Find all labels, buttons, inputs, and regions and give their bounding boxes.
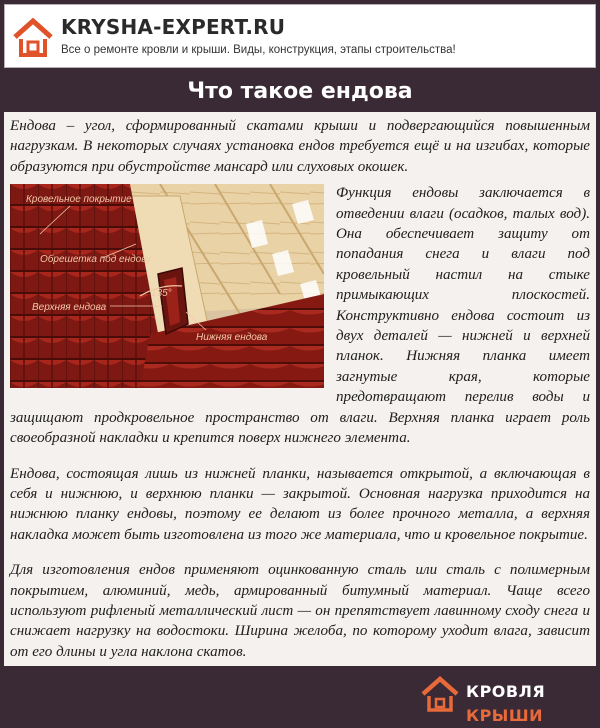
angle-label: 135°	[151, 288, 172, 300]
article-paragraph-3: Ендова, состоящая лишь из нижней планки, называется открытой, а включающая в себя и нижнюю, и верхнюю планки — закрытой. Основная нагрузка приходится на нижнюю планку ендовы, поэтому ее делают из более прочного металла, а верхняя накладка может быть изготовлена из того же материала, что и кровельное покрытие.	[10, 465, 590, 543]
roof-valley-diagram	[10, 184, 324, 388]
article-paragraph-4: Для изготовления ендов применяют оцинкованную сталь или сталь с полимерным покрытием, алюминий, медь, армированный битумный материал. Чаще всего используют рифленый металлический лист — он препятствует лавинному сходу снега и снижает нагрузку на водостоки. Ширина желоба, по которому уходит влага, зависит от его длины и угла наклона скатов.	[10, 562, 590, 660]
footer-brand[interactable]	[466, 680, 600, 728]
valley-illustration	[10, 184, 324, 388]
title-bar	[0, 72, 600, 112]
house-roof-icon	[11, 15, 55, 59]
label-roof-covering: Кровельное покрытие	[26, 194, 132, 206]
site-name[interactable]: KRYSHA-EXPERT.RU	[61, 15, 286, 39]
site-tagline: Все о ремонте кровли и крыши. Виды, конструкция, этапы строительства!	[61, 44, 456, 56]
site-header	[4, 4, 596, 68]
footer-brand-word-1: КРОВЛЯ	[466, 682, 546, 701]
footer-brand-word-2: КРЫШИ	[466, 706, 544, 725]
article-paragraph-2: Функция ендовы заключается в отведении влаги (осадков, талых вод). Она обеспечивает защиту от попадания снега и влаги под кровельный настил на стыке примыкающих плоскостей. Конструктивно ендова состоит из двух деталей — нижней и верхней планок. Нижняя планка имеет загнутые края, которые предотвращают перелив воды и защищают продкровельное пространство от влаги. Верхняя планка играет роль своеобразной накладки и крепится поверх нижнего элемента.	[10, 185, 590, 447]
article-body	[4, 112, 596, 666]
house-roof-icon	[420, 674, 460, 714]
label-batten: Обрешетка под ендову	[40, 254, 152, 266]
label-lower-valley: Нижняя ендова	[196, 332, 268, 344]
article-paragraph-1: Ендова – угол, сформированный скатами крыши и подвергающийся повышенным нагрузкам. В некоторых случаях установка ендов требуется ещё и на изгибах, которые образуются при обустройстве мансард или слуховых окошек.	[10, 118, 590, 175]
site-footer	[0, 666, 600, 725]
page-title: Что такое ендова	[187, 79, 413, 104]
label-upper-valley: Верхняя ендова	[32, 302, 107, 314]
